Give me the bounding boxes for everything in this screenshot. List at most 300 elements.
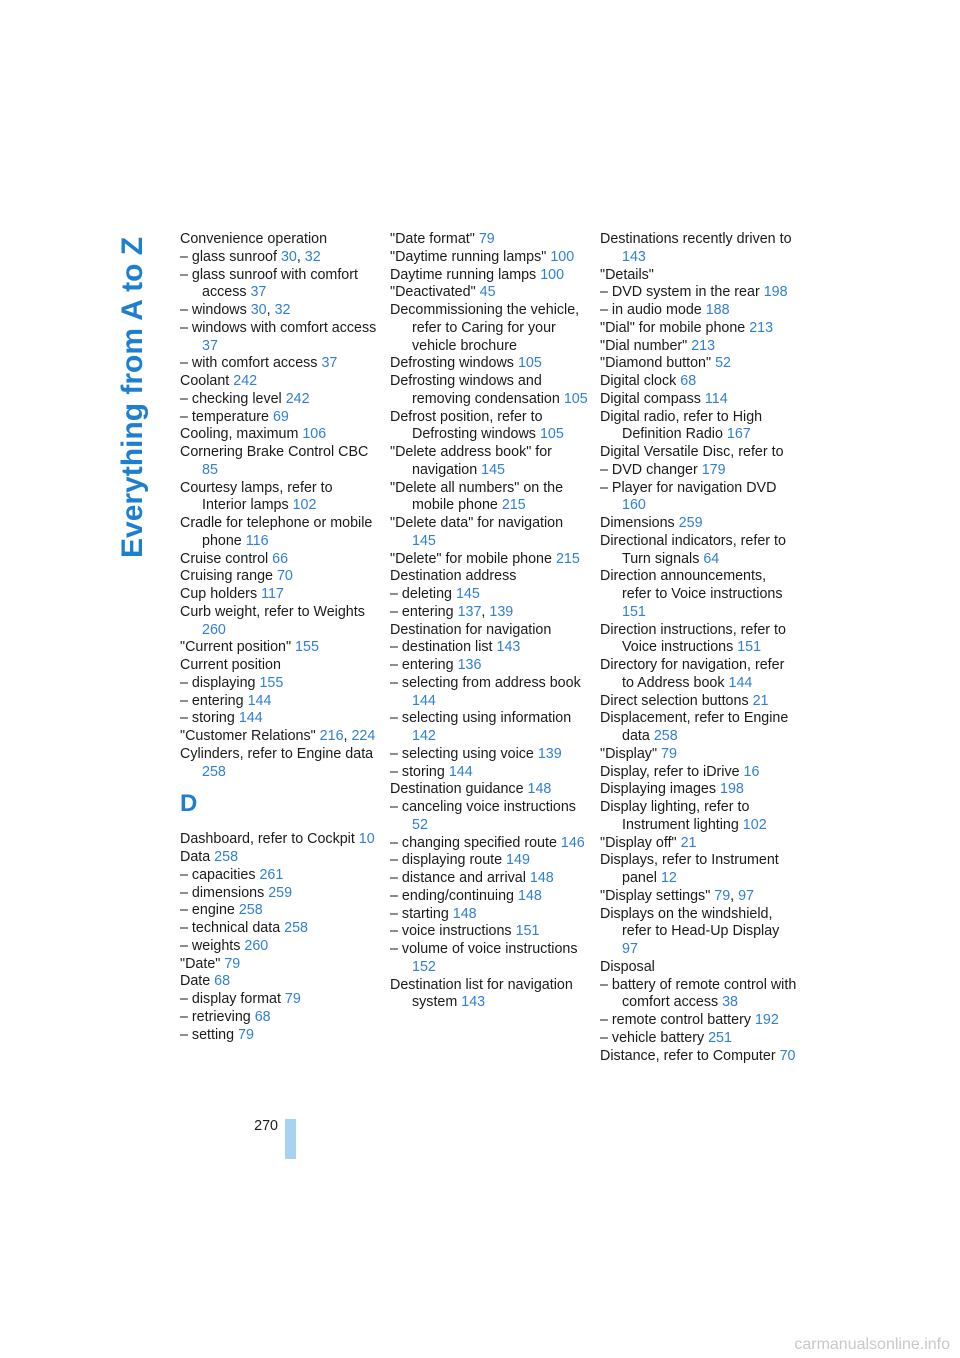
index-entry bbox=[180, 639, 378, 657]
index-column-1 bbox=[180, 231, 378, 1044]
page-link[interactable]: 151 bbox=[737, 639, 762, 656]
index-entry bbox=[180, 831, 378, 849]
index-entry bbox=[390, 249, 588, 267]
index-term: "Diamond button" bbox=[600, 355, 716, 372]
index-entry bbox=[390, 870, 588, 888]
index-term: Direction announcements, refer to Voice instructions bbox=[600, 568, 783, 602]
index-term: – setting bbox=[180, 1026, 239, 1043]
page-link[interactable]: 52 bbox=[412, 816, 428, 833]
page-link[interactable]: 260 bbox=[202, 621, 226, 638]
index-term: – checking level bbox=[180, 390, 286, 407]
index-entry bbox=[180, 586, 378, 604]
index-entry bbox=[390, 622, 588, 640]
index-term: – in audio mode bbox=[600, 302, 706, 318]
index-entry bbox=[390, 764, 588, 782]
page-separator: , bbox=[730, 887, 739, 904]
index-entry bbox=[180, 938, 378, 956]
index-entry bbox=[600, 906, 798, 959]
index-term: Date bbox=[180, 973, 215, 990]
index-entry bbox=[600, 267, 798, 285]
index-entry bbox=[180, 885, 378, 903]
index-term: Direct selection buttons bbox=[600, 692, 753, 709]
index-term: – entering bbox=[390, 657, 458, 673]
index-entry bbox=[390, 977, 588, 1013]
index-term: Distance, refer to Computer bbox=[600, 1047, 780, 1064]
page-link[interactable]: 68 bbox=[214, 973, 231, 990]
index-entry bbox=[180, 920, 378, 938]
page-link[interactable]: 30 bbox=[280, 248, 297, 265]
index-entry bbox=[180, 480, 378, 516]
page-link[interactable]: 216 bbox=[319, 728, 344, 744]
index-entry bbox=[600, 781, 798, 799]
page-link[interactable]: 70 bbox=[276, 568, 293, 585]
index-entry bbox=[390, 551, 588, 569]
side-title: Everything from A to Z bbox=[116, 236, 149, 558]
index-term: – canceling voice instructions bbox=[390, 799, 576, 815]
page-link[interactable]: 105 bbox=[563, 390, 588, 407]
page-link[interactable]: 97 bbox=[738, 887, 755, 904]
index-term: – temperature bbox=[180, 408, 273, 425]
index-entry bbox=[180, 956, 378, 974]
index-entry bbox=[180, 693, 378, 711]
index-entry bbox=[600, 1012, 798, 1030]
page-link[interactable]: 145 bbox=[455, 586, 480, 602]
index-term: "Date" bbox=[180, 955, 225, 972]
index-term: Data bbox=[180, 849, 215, 865]
index-column-3 bbox=[600, 231, 798, 1065]
page-link[interactable]: 10 bbox=[358, 831, 375, 848]
index-term: Decommissioning the vehicle, refer to Caring for your vehicle brochure bbox=[390, 302, 580, 354]
page-link[interactable]: 100 bbox=[540, 266, 565, 283]
index-term: Cruise control bbox=[180, 550, 273, 567]
index-term: "Dial" for mobile phone bbox=[600, 319, 750, 336]
page-link[interactable]: 136 bbox=[457, 657, 482, 673]
index-entry bbox=[180, 426, 378, 444]
page-link[interactable]: 100 bbox=[550, 248, 575, 265]
page-separator: , bbox=[296, 248, 305, 265]
index-entry bbox=[180, 515, 378, 551]
page-link[interactable]: 68 bbox=[254, 1008, 271, 1025]
page-link[interactable]: 259 bbox=[678, 515, 703, 531]
page-link[interactable]: 139 bbox=[489, 603, 514, 620]
index-term: Displays, refer to Instrument panel bbox=[600, 852, 779, 886]
index-entry bbox=[390, 355, 588, 373]
page-link[interactable]: 16 bbox=[743, 763, 760, 780]
index-entry bbox=[390, 781, 588, 799]
page-link[interactable]: 66 bbox=[272, 550, 289, 567]
index-entry bbox=[600, 444, 798, 462]
index-entry bbox=[600, 710, 798, 746]
index-entry bbox=[600, 409, 798, 445]
index-term: Current position bbox=[180, 657, 281, 673]
index-term: – technical data bbox=[180, 920, 285, 936]
index-term: Displaying images bbox=[600, 781, 720, 798]
page-separator: , bbox=[266, 302, 275, 318]
index-term: "Date format" bbox=[390, 231, 479, 247]
index-entry bbox=[600, 746, 798, 764]
index-entry bbox=[600, 568, 798, 621]
index-term: "Delete address book" for navigation bbox=[390, 444, 552, 478]
page-link[interactable]: 258 bbox=[653, 728, 678, 744]
page-link[interactable]: 259 bbox=[268, 884, 293, 901]
page-link[interactable]: 188 bbox=[705, 302, 730, 318]
page-link[interactable]: 106 bbox=[302, 426, 327, 443]
index-entry bbox=[600, 888, 798, 906]
page-link[interactable]: 143 bbox=[461, 994, 486, 1011]
index-term: – retrieving bbox=[180, 1008, 255, 1025]
index-term: – with comfort access bbox=[180, 355, 322, 372]
index-column-2 bbox=[390, 231, 588, 1012]
page-link[interactable]: 160 bbox=[622, 497, 646, 514]
page-link[interactable]: 37 bbox=[202, 337, 218, 354]
page-link[interactable]: 213 bbox=[749, 319, 774, 336]
index-term: – dimensions bbox=[180, 884, 269, 901]
index-entry bbox=[600, 462, 798, 480]
index-term: – windows bbox=[180, 302, 251, 318]
index-entry bbox=[180, 551, 378, 569]
index-entry bbox=[180, 302, 378, 320]
page-link[interactable]: 251 bbox=[708, 1029, 732, 1046]
index-term: – ending/continuing bbox=[390, 887, 518, 904]
index-entry bbox=[600, 338, 798, 356]
index-term: – battery of remote control with comfort access bbox=[600, 976, 797, 1011]
page-link[interactable]: 149 bbox=[506, 852, 530, 869]
page-link[interactable]: 97 bbox=[622, 941, 638, 957]
index-entry bbox=[390, 604, 588, 622]
page-link[interactable]: 144 bbox=[728, 674, 753, 691]
page-link[interactable]: 105 bbox=[517, 355, 542, 372]
page-link[interactable]: 144 bbox=[448, 763, 473, 780]
page-marker-bar bbox=[285, 1119, 296, 1159]
page-link[interactable]: 139 bbox=[537, 745, 562, 762]
index-term: – Player for navigation DVD bbox=[600, 479, 777, 496]
index-entry bbox=[600, 622, 798, 658]
page-link[interactable]: 79 bbox=[238, 1026, 254, 1043]
index-term: Direction instructions, refer to Voice instructions bbox=[600, 621, 786, 656]
index-term: Daytime running lamps bbox=[390, 266, 541, 283]
index-entry bbox=[180, 867, 378, 885]
index-term: "Deactivated" bbox=[390, 284, 480, 301]
index-term: Destination list for navigation system bbox=[390, 976, 573, 1011]
page-link[interactable]: 224 bbox=[351, 728, 376, 744]
page-link[interactable]: 260 bbox=[244, 937, 269, 954]
index-term: Cylinders, refer to Engine data bbox=[180, 745, 374, 762]
index-term: Directional indicators, refer to Turn signals bbox=[600, 532, 786, 567]
index-entry bbox=[390, 923, 588, 941]
index-term: – changing specified route bbox=[390, 834, 561, 851]
index-term: – selecting using voice bbox=[390, 745, 538, 762]
index-entry bbox=[180, 991, 378, 1009]
index-entry bbox=[180, 675, 378, 693]
page-link[interactable]: 102 bbox=[742, 816, 767, 833]
index-term: – entering bbox=[390, 603, 458, 620]
index-term: – displaying route bbox=[390, 852, 507, 869]
index-entry bbox=[390, 852, 588, 870]
index-term: "Display" bbox=[600, 745, 661, 762]
page-link[interactable]: 79 bbox=[224, 955, 241, 972]
page-link[interactable]: 142 bbox=[412, 728, 436, 744]
index-entry bbox=[180, 409, 378, 427]
index-term: – distance and arrival bbox=[390, 870, 530, 886]
index-entry bbox=[390, 568, 588, 586]
index-entry bbox=[600, 799, 798, 835]
index-term: Display lighting, refer to Instrument lighting bbox=[600, 799, 750, 833]
index-term: – display format bbox=[180, 991, 285, 1007]
index-term: – storing bbox=[390, 763, 449, 780]
index-entry bbox=[180, 604, 378, 640]
page-link[interactable]: 21 bbox=[680, 834, 697, 851]
index-term: – starting bbox=[390, 905, 453, 922]
page-link[interactable]: 215 bbox=[555, 550, 580, 567]
index-term: Destination for navigation bbox=[390, 621, 552, 638]
watermark: carmanualsonline.info bbox=[794, 1336, 950, 1353]
page-link[interactable]: 148 bbox=[517, 887, 542, 904]
page-link[interactable]: 155 bbox=[295, 639, 319, 656]
index-term: – DVD changer bbox=[600, 461, 702, 478]
page-link[interactable]: 198 bbox=[720, 781, 744, 798]
page-link[interactable]: 116 bbox=[245, 532, 269, 549]
page-link[interactable]: 69 bbox=[272, 408, 289, 425]
page-link[interactable]: 143 bbox=[622, 248, 646, 265]
index-term: Cup holders bbox=[180, 586, 262, 602]
page-link[interactable]: 117 bbox=[261, 586, 284, 602]
index-entry bbox=[180, 728, 378, 746]
index-entry bbox=[600, 533, 798, 569]
page-link[interactable]: 64 bbox=[703, 550, 720, 567]
page-link[interactable]: 144 bbox=[412, 692, 436, 709]
page-link[interactable]: 258 bbox=[238, 902, 263, 919]
index-entry bbox=[600, 959, 798, 977]
index-term: – selecting from address book bbox=[390, 674, 581, 691]
index-entry bbox=[600, 391, 798, 409]
page-link[interactable]: 45 bbox=[479, 284, 496, 301]
index-entry bbox=[180, 231, 378, 249]
index-term: – deleting bbox=[390, 586, 456, 602]
page-link[interactable]: 155 bbox=[259, 674, 284, 691]
page-link[interactable]: 79 bbox=[714, 887, 731, 904]
index-term: "Current position" bbox=[180, 639, 296, 656]
page-number: 270 bbox=[254, 1118, 278, 1134]
index-term: – weights bbox=[180, 937, 245, 954]
page-link[interactable]: 79 bbox=[284, 991, 301, 1007]
index-term: – vehicle battery bbox=[600, 1029, 709, 1046]
index-entry bbox=[600, 320, 798, 338]
index-entry bbox=[600, 480, 798, 516]
page-link[interactable]: 148 bbox=[527, 781, 552, 798]
page-link[interactable]: 144 bbox=[238, 710, 263, 727]
index-term: Courtesy lamps, refer to Interior lamps bbox=[180, 479, 333, 514]
index-term: Destinations recently driven to bbox=[600, 231, 792, 247]
page-link[interactable]: 261 bbox=[259, 866, 284, 883]
index-entry bbox=[600, 515, 798, 533]
page-link[interactable]: 145 bbox=[412, 532, 436, 549]
index-term: – storing bbox=[180, 710, 239, 727]
index-entry bbox=[180, 657, 378, 675]
index-entry bbox=[600, 1048, 798, 1066]
page-link[interactable]: 242 bbox=[233, 373, 258, 389]
page-link[interactable]: 105 bbox=[539, 426, 564, 443]
page-link[interactable]: 258 bbox=[284, 920, 308, 936]
page-link[interactable]: 30 bbox=[250, 302, 267, 318]
index-entry bbox=[390, 515, 588, 551]
index-entry bbox=[180, 973, 378, 991]
index-entry bbox=[390, 710, 588, 746]
index-entry bbox=[180, 320, 378, 356]
page-link[interactable]: 68 bbox=[680, 373, 697, 389]
index-term: "Delete data" for navigation bbox=[390, 515, 564, 531]
index-term: – selecting using information bbox=[390, 710, 572, 727]
index-term: Cradle for telephone or mobile phone bbox=[180, 515, 373, 549]
page-link[interactable]: 198 bbox=[763, 284, 788, 301]
index-term: – voice instructions bbox=[390, 923, 516, 940]
index-term: Coolant bbox=[180, 373, 234, 389]
page-link[interactable]: 114 bbox=[704, 390, 728, 407]
index-term: – glass sunroof bbox=[180, 248, 281, 265]
section-letter: D bbox=[180, 790, 198, 818]
index-entry bbox=[600, 284, 798, 302]
index-term: – engine bbox=[180, 902, 239, 919]
index-term: "Daytime running lamps" bbox=[390, 248, 551, 265]
index-term: Defrost position, refer to Defrosting windows bbox=[390, 408, 543, 443]
page-link[interactable]: 146 bbox=[560, 834, 585, 851]
page-link[interactable]: 12 bbox=[660, 870, 677, 886]
index-term: "Details" bbox=[600, 266, 654, 283]
page-link[interactable]: 144 bbox=[247, 692, 272, 709]
index-entry bbox=[600, 657, 798, 693]
index-entry bbox=[180, 849, 378, 867]
page-separator: , bbox=[343, 728, 352, 744]
page-link[interactable]: 37 bbox=[321, 355, 338, 372]
index-term: Destination guidance bbox=[390, 781, 528, 798]
index-term: – windows with comfort access bbox=[180, 319, 377, 336]
index-term: – DVD system in the rear bbox=[600, 284, 764, 301]
page-link[interactable]: 21 bbox=[752, 692, 769, 709]
index-term: Digital compass bbox=[600, 390, 705, 407]
index-entry bbox=[180, 746, 378, 782]
page-link[interactable]: 148 bbox=[452, 905, 477, 922]
index-term: "Delete" for mobile phone bbox=[390, 550, 556, 567]
index-entry bbox=[390, 480, 588, 516]
index-term: Destination address bbox=[390, 568, 517, 585]
index-term: Cornering Brake Control CBC bbox=[180, 444, 369, 460]
page-link[interactable]: 151 bbox=[622, 603, 646, 620]
page-link[interactable]: 258 bbox=[214, 849, 239, 865]
page-link[interactable]: 167 bbox=[726, 426, 751, 443]
index-entry bbox=[390, 231, 588, 249]
index-term: "Display settings" bbox=[600, 887, 715, 904]
index-term: – capacities bbox=[180, 866, 260, 883]
index-term: – entering bbox=[180, 692, 248, 709]
index-entry bbox=[600, 373, 798, 391]
index-term: Convenience operation bbox=[180, 231, 328, 247]
index-entry bbox=[180, 1009, 378, 1027]
index-term: – displaying bbox=[180, 674, 260, 691]
index-term: Defrosting windows and removing condensation bbox=[390, 373, 564, 407]
index-entry bbox=[600, 302, 798, 320]
index-term: Displacement, refer to Engine data bbox=[600, 710, 789, 744]
page-link[interactable]: 152 bbox=[412, 958, 436, 975]
index-entry bbox=[390, 444, 588, 480]
index-entry bbox=[390, 906, 588, 924]
page-link[interactable]: 37 bbox=[250, 284, 267, 301]
page-link[interactable]: 32 bbox=[274, 302, 291, 318]
index-entry bbox=[180, 355, 378, 373]
index-entry bbox=[600, 764, 798, 782]
index-entry bbox=[390, 586, 588, 604]
page-link[interactable]: 145 bbox=[481, 461, 506, 478]
index-entry bbox=[390, 409, 588, 445]
page-link[interactable]: 213 bbox=[691, 337, 716, 354]
page-link[interactable]: 137 bbox=[457, 603, 482, 620]
index-entry bbox=[180, 391, 378, 409]
index-term: Curb weight, refer to Weights bbox=[180, 603, 365, 620]
page-link[interactable]: 70 bbox=[779, 1047, 796, 1064]
page-link[interactable]: 79 bbox=[661, 745, 677, 762]
index-entry bbox=[390, 284, 588, 302]
page-link[interactable]: 258 bbox=[202, 763, 226, 780]
index-term: – destination list bbox=[390, 639, 497, 656]
index-entry bbox=[600, 835, 798, 853]
page-link[interactable]: 38 bbox=[722, 994, 739, 1011]
index-entry bbox=[600, 231, 798, 267]
index-entry bbox=[600, 852, 798, 888]
page-link[interactable]: 179 bbox=[701, 461, 726, 478]
index-term: Dimensions bbox=[600, 515, 679, 531]
index-entry bbox=[600, 693, 798, 711]
index-term: Cruising range bbox=[180, 568, 277, 585]
index-entry bbox=[390, 888, 588, 906]
page-link[interactable]: 151 bbox=[515, 923, 540, 940]
index-term: – remote control battery bbox=[600, 1012, 755, 1028]
index-entry bbox=[390, 675, 588, 711]
index-term: Disposal bbox=[600, 958, 655, 975]
index-entry bbox=[390, 267, 588, 285]
index-term: Cooling, maximum bbox=[180, 426, 303, 443]
index-term: "Customer Relations" bbox=[180, 728, 320, 744]
page-link[interactable]: 148 bbox=[529, 870, 554, 886]
index-term: Displays on the windshield, refer to Head-Up Display bbox=[600, 905, 780, 940]
index-entry bbox=[180, 710, 378, 728]
index-entry bbox=[180, 444, 378, 480]
page-link[interactable]: 102 bbox=[292, 497, 317, 514]
page-link[interactable]: 52 bbox=[715, 355, 731, 372]
index-term: "Display off" bbox=[600, 834, 681, 851]
index-entry bbox=[390, 373, 588, 409]
index-term: – glass sunroof with comfort access bbox=[180, 266, 358, 301]
page-link[interactable]: 79 bbox=[478, 231, 495, 247]
index-entry bbox=[180, 249, 378, 267]
index-entry bbox=[180, 568, 378, 586]
index-term: "Delete all numbers" on the mobile phone bbox=[390, 479, 564, 514]
index-term: – volume of voice instructions bbox=[390, 941, 578, 957]
page-link[interactable]: 143 bbox=[496, 639, 521, 656]
index-entry bbox=[390, 835, 588, 853]
index-entry bbox=[390, 302, 588, 355]
index-entry bbox=[600, 355, 798, 373]
page-link[interactable]: 85 bbox=[202, 461, 218, 478]
index-term: "Dial number" bbox=[600, 337, 692, 354]
index-term: Defrosting windows bbox=[390, 355, 518, 372]
index-entry bbox=[600, 977, 798, 1013]
index-entry bbox=[390, 941, 588, 977]
page-link[interactable]: 32 bbox=[304, 248, 321, 265]
index-entry bbox=[390, 639, 588, 657]
index-entry bbox=[180, 373, 378, 391]
page-link[interactable]: 192 bbox=[754, 1012, 779, 1028]
page-link[interactable]: 215 bbox=[501, 497, 526, 514]
index-entry bbox=[390, 799, 588, 835]
page-link[interactable]: 242 bbox=[285, 390, 310, 407]
